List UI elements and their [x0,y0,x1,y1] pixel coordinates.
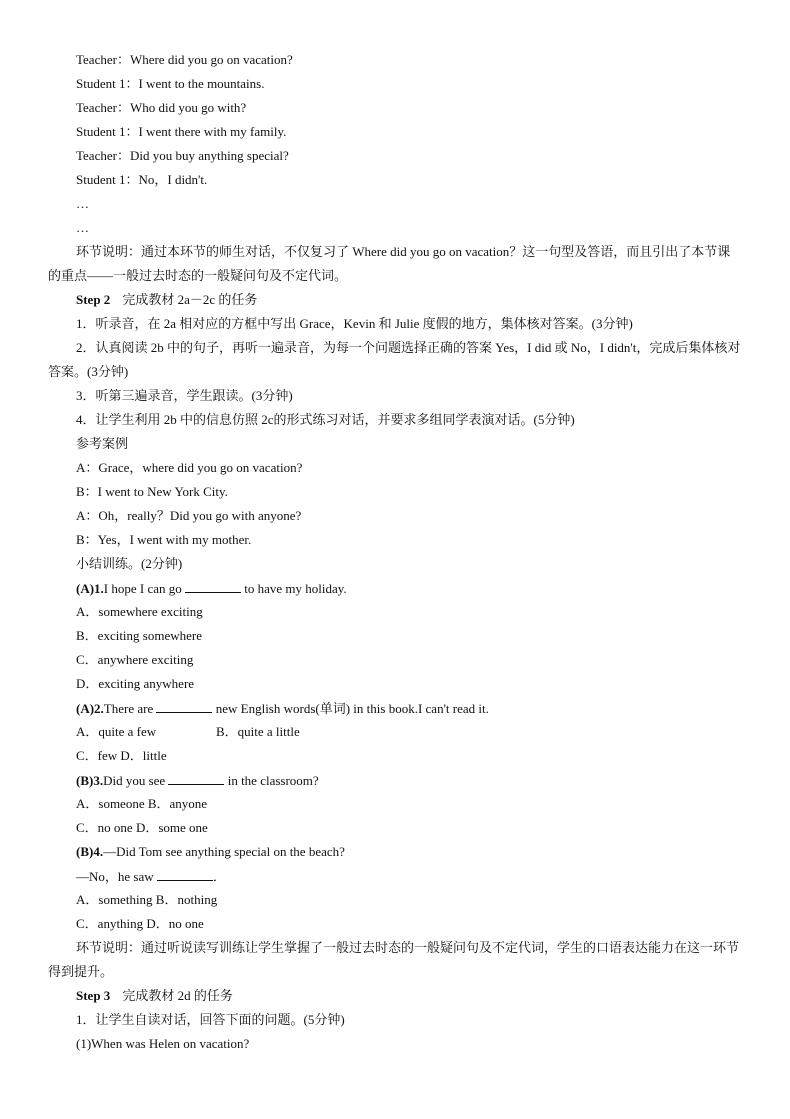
option: A．something B．nothing [76,892,218,907]
option: C．anything D．no one [76,916,204,931]
answer-key: (B)3. [76,773,104,788]
option: B．exciting somewhere [76,628,202,643]
step-heading [76,988,233,1004]
question-text: to have my holiday. [241,581,347,596]
option: C．anywhere exciting [76,652,194,667]
step-label: Step 3 [76,988,111,1003]
step-title: 完成教材 2a－2c 的任务 [122,292,258,307]
dialogue-line: Teacher：Did you buy anything special? [76,148,289,163]
question-text: —No，he saw [76,869,157,884]
answer-key: (B)4. [76,844,104,859]
option: A．quite a few [76,724,157,739]
step-title: 完成教材 2d 的任务 [122,988,233,1003]
answer-blank [185,580,241,593]
task-item: 1．听录音，在 2a 相对应的方框中写出 Grace，Kevin 和 Julie 度假的地方，集体核对答案。(3分钟) [76,316,633,331]
question-text: Did you see [103,773,169,788]
task-item: (1)When was Helen on vacation? [76,1036,250,1051]
dialogue-line: Teacher：Where did you go on vacation? [76,52,293,67]
question-text: I hope I can go [103,581,186,596]
answer-key: (A)2. [76,701,104,716]
option: A．somewhere exciting [76,604,203,619]
question-3 [76,772,319,789]
option: D．exciting anywhere [76,676,195,691]
question-text: There are [103,701,157,716]
task-item: 4．让学生利用 2b 中的信息仿照 2c的形式练习对话，并要求多组同学表演对话。(5分钟) [76,412,575,427]
step-label: Step 2 [76,292,111,307]
dialogue-line: Student 1：No，I didn't. [76,172,208,187]
example-line: A：Oh，really？Did you go with anyone? [76,508,302,523]
section-note: 环节说明：通过听说读写训练让学生掌握了一般过去时态的一般疑问句及不定代词，学生的口语表达能力在这一环节得到提升。 [48,940,740,979]
example-line: B：Yes，I went with my mother. [76,532,252,547]
answer-key: (A)1. [76,581,104,596]
question-text: —Did Tom see anything special on the beach? [103,844,345,859]
example-line: A：Grace，where did you go on vacation? [76,460,303,475]
ellipsis: … [76,220,90,235]
option: A．someone B．anyone [76,796,208,811]
answer-blank [157,868,213,881]
question-text: new English words(单词) in this book.I can't read it. [212,701,489,716]
option: B．quite a little [216,724,300,739]
answer-blank [168,772,224,785]
dialogue-line: Teacher：Who did you go with? [76,100,247,115]
question-4-answer-line [76,868,226,885]
question-2 [76,700,489,717]
answer-blank [156,700,212,713]
option: C．few D．little [76,748,167,763]
question-4 [76,844,345,860]
section-note: 环节说明：通过本环节的师生对话，不仅复习了 Where did you go on vacation？这一句型及答语，而且引出了本节课的重点——一般过去时态的一般疑问句及不定代词。 [48,244,731,283]
question-text: in the classroom? [224,773,319,788]
example-line: B：I went to New York City. [76,484,228,499]
dialogue-line: Student 1：I went there with my family. [76,124,287,139]
task-item: 1．让学生自读对话，回答下面的问题。(5分钟) [76,1012,345,1027]
practice-heading: 小结训练。(2分钟) [76,556,183,571]
task-item: 2．认真阅读 2b 中的句子，再听一遍录音，为每一个问题选择正确的答案 Yes，I did 或 No，I didn't，完成后集体核对答案。(3分钟) [48,340,741,379]
task-item: 3．听第三遍录音，学生跟读。(3分钟) [76,388,293,403]
question-text: ． [212,869,226,884]
ellipsis: … [76,196,90,211]
option: C．no one D．some one [76,820,208,835]
example-heading: 参考案例 [76,436,129,451]
dialogue-line: Student 1：I went to the mountains. [76,76,265,91]
question-1 [76,580,347,597]
step-heading [76,292,257,308]
